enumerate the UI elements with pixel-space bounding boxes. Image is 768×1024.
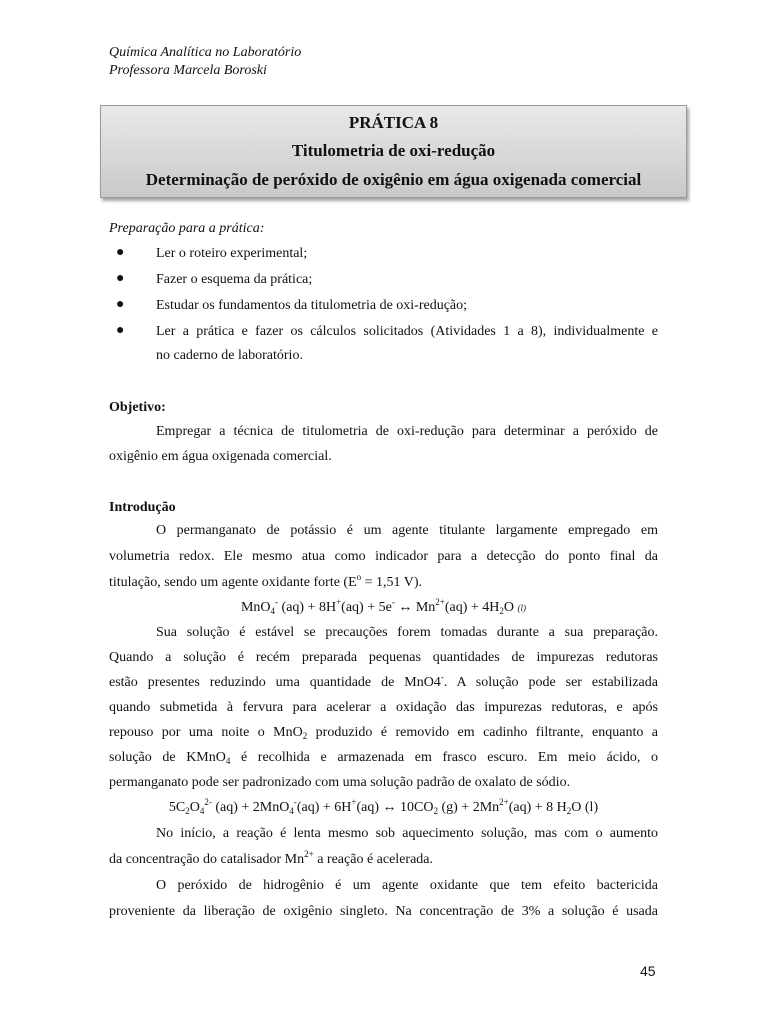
intro-paragraph-line: solução de KMnO$_4$ é recolhida e armazenada em frasco escuro. Em meio ácido, o <box>109 750 658 766</box>
practice-number: PRÁTICA 8 <box>348 113 439 132</box>
prep-item: Estudar os fundamentos da titulometria de oxi-redução; <box>156 298 468 313</box>
intro-paragraph-line: quando submetida à fervura para acelerar a oxidação das impurezas redutoras, e após <box>109 700 658 715</box>
intro-paragraph-line: O permanganato de potássio é um agente titulante largamente empregado em <box>156 523 658 538</box>
page-number: 45 <box>640 963 656 979</box>
equation-oxalate-titration: $5C_2O_4^{2-}$ (aq) + 2MnO$_4$-(aq) + 6H+(aq) ↔ $10CO_2$ $(g) + 2Mn^{2+}(aq) + 8$ $H_2O$ (l) <box>168 797 599 816</box>
bullet-icon: ● <box>116 323 125 338</box>
bullet-icon: ● <box>116 297 125 312</box>
intro-paragraph-line: O peróxido de hidrogênio é um agente oxidante que tem efeito bactericida <box>156 878 658 893</box>
intro-paragraph-line: Quando a solução é recém preparada pequenas quantidades de impurezas redutoras <box>109 650 658 665</box>
prep-item: Ler o roteiro experimental; <box>156 246 308 261</box>
intro-paragraph-line: No início, a reação é lenta mesmo sob aquecimento solução, mas com o aumento <box>156 826 658 841</box>
intro-paragraph-line: da concentração do catalisador $Mn^{2+}$ a reação é acelerada. <box>109 849 433 867</box>
preparation-heading: Preparação para a prática: <box>109 221 265 236</box>
title-box <box>100 105 687 198</box>
introduction-heading: Introdução <box>109 500 176 515</box>
intro-paragraph-line: estão presentes reduzindo uma quantidade de MnO4-. A solução pode ser estabilizada <box>109 672 658 690</box>
intro-paragraph-line: permanganato pode ser padronizado com uma solução padrão de oxalato de sódio. <box>109 775 571 790</box>
prep-item: Ler a prática e fazer os cálculos solicitados (Atividades 1 a 8), individualmente e <box>156 324 658 339</box>
objective-heading: Objetivo: <box>109 400 166 415</box>
prep-item: Fazer o esquema da prática; <box>156 272 313 287</box>
intro-paragraph-line: proveniente da liberação de oxigênio singleto. Na concentração de 3% a solução é usada <box>109 904 658 919</box>
bullet-icon: ● <box>116 245 125 260</box>
intro-paragraph-line: titulação, sendo um agente oxidante forte ($E^o = 1,51$ V). <box>109 572 423 590</box>
header-professor: Professora Marcela Boroski <box>109 63 267 78</box>
intro-paragraph-line: repouso por uma noite o MnO$_2$ produzido é removido em cadinho filtrante, enquanto a <box>109 725 658 741</box>
header-course-title: Química Analítica no Laboratório <box>109 45 302 60</box>
bullet-icon: ● <box>116 271 125 286</box>
objective-text: Empregar a técnica de titulometria de oxi-redução para determinar a peróxido de <box>156 424 658 439</box>
objective-text: oxigênio em água oxigenada comercial. <box>109 449 332 464</box>
prep-item-continuation: no caderno de laboratório. <box>156 348 303 363</box>
practice-topic: Titulometria de oxi-redução <box>291 141 496 160</box>
equation-permanganate-reduction: MnO$_4$- (aq) + 8H+(aq) + 5e- ↔ $Mn^{2+}(aq) + 4H_2O$ (l) <box>240 597 527 616</box>
intro-paragraph-line: Sua solução é estável se precauções forem tomadas durante a sua preparação. <box>156 625 658 640</box>
intro-paragraph-line: volumetria redox. Ele mesmo atua como indicador para a detecção do ponto final da <box>109 549 658 564</box>
practice-subtitle: Determinação de peróxido de oxigênio em água oxigenada comercial <box>145 170 642 189</box>
